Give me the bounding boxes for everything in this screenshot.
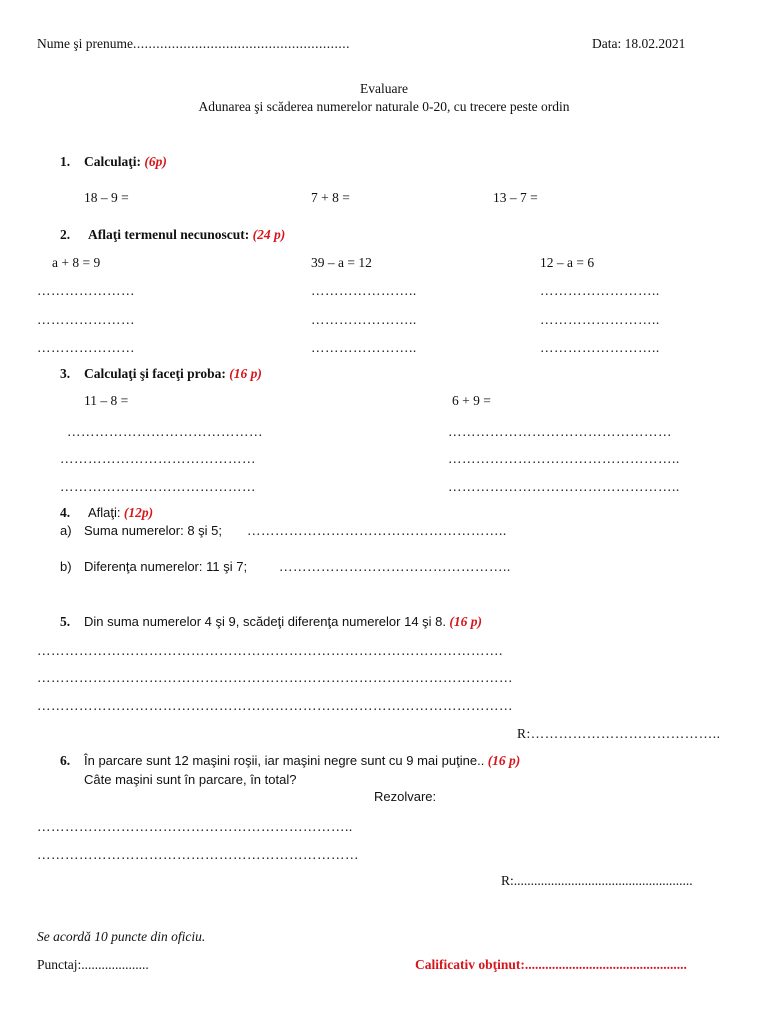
q2-answer-line: ………………… (37, 340, 135, 355)
q2-answer-line: ………………….. (311, 283, 417, 298)
doc-title: Evaluare (360, 81, 408, 96)
q3-item-1: 11 – 8 = (84, 393, 129, 408)
q3-answer-line: …………………………………… (60, 451, 256, 466)
q2-answer-line: …………………….. (540, 312, 660, 327)
q3-label: Calculaţi şi faceţi proba: (84, 366, 226, 381)
q3-answer-line: ………………………………………….. (448, 451, 680, 466)
q5-answer-line: ………………………………………………………………………………………… (37, 698, 513, 713)
q2-item-1: a + 8 = 9 (52, 255, 101, 270)
q2-answer-line: ………………… (37, 312, 135, 327)
q4-points: (12p) (123, 505, 154, 520)
q1-item-1: 18 – 9 = (84, 190, 129, 205)
q5-answer-line: ………………………………………………………………………………………. (37, 643, 503, 658)
q5-number: 5. (60, 614, 71, 629)
name-field (37, 37, 350, 51)
q5-result: R:………………………………….. (517, 726, 721, 741)
date-label: Data: 18.02.2021 (592, 36, 686, 51)
q3-points: (16 p) (229, 366, 262, 381)
q4-number: 4. (60, 505, 71, 520)
score-field: Punctaj:.................... (37, 957, 149, 972)
q2-answer-line: ………………… (37, 283, 135, 298)
q1-heading (84, 155, 167, 169)
q2-number: 2. (60, 227, 71, 242)
q1-number: 1. (60, 154, 71, 169)
bonus-note: Se acordă 10 puncte din oficiu. (37, 929, 206, 944)
q4b-letter: b) (60, 559, 72, 574)
q4-label: Aflaţi: (88, 505, 121, 520)
q2-label: Aflaţi termenul necunoscut: (88, 227, 250, 242)
q4b-text: Diferenţa numerelor: 11 şi 7; (84, 559, 248, 574)
q1-item-3: 13 – 7 = (493, 190, 538, 205)
q5-text: Din suma numerelor 4 şi 9, scădeţi diferenţa numerelor 14 şi 8. (84, 614, 447, 629)
q2-answer-line: ………………….. (311, 340, 417, 355)
q1-item-2: 7 + 8 = (311, 190, 350, 205)
q5-answer-line: ………………………………………………………………………………………… (37, 670, 513, 685)
q2-points: (24 p) (252, 227, 286, 242)
q3-answer-line: …………………………………… (67, 424, 263, 439)
name-label: Nume şi prenume (37, 36, 133, 51)
q4a-text: Suma numerelor: 8 şi 5; (84, 523, 223, 538)
q1-points: (6p) (144, 154, 167, 169)
q4-heading (88, 506, 153, 520)
q6-answer-line: ………………………………………………………….. (37, 819, 353, 834)
q3-answer-line: …………………………………… (60, 479, 256, 494)
q4a-letter: a) (60, 523, 72, 538)
q3-item-2: 6 + 9 = (452, 393, 491, 408)
q3-number: 3. (60, 366, 71, 381)
q2-item-2: 39 – a = 12 (311, 255, 372, 270)
q3-answer-line: ………………………………………… (448, 424, 672, 439)
q5-points: (16 p) (449, 614, 483, 629)
grade-field: Calificativ obţinut:................................................ (415, 957, 687, 972)
name-dots: ........................................................ (132, 36, 350, 51)
q6-answer-line: …………………………………………………………… (37, 847, 359, 862)
q2-item-3: 12 – a = 6 (540, 255, 595, 270)
q4b-answer-line: ………………………………………….. (279, 559, 511, 574)
q6-heading (84, 754, 520, 768)
q2-answer-line: …………………….. (540, 340, 660, 355)
q2-answer-line: …………………….. (540, 283, 660, 298)
q2-answer-line: ………………….. (311, 312, 417, 327)
q3-heading (84, 367, 262, 381)
q6-rezolvare-label: Rezolvare: (374, 789, 437, 804)
q2-heading (88, 228, 285, 242)
q6-text: În parcare sunt 12 maşini roşii, iar maşini negre sunt cu 9 mai puţine.. (84, 753, 485, 768)
q3-answer-line: ………………………………………….. (448, 479, 680, 494)
q6-number: 6. (60, 753, 71, 768)
q5-heading (84, 615, 482, 629)
q6-question: Câte maşini sunt în parcare, în total? (84, 772, 297, 787)
q6-points: (16 p) (487, 753, 521, 768)
doc-subtitle: Adunarea şi scăderea numerelor naturale 0-20, cu trecere peste ordin (198, 99, 570, 114)
q4a-answer-line: ……………………………………………….. (247, 523, 507, 538)
q6-result: R:..................................................... (501, 873, 693, 888)
q1-label: Calculaţi: (84, 154, 141, 169)
